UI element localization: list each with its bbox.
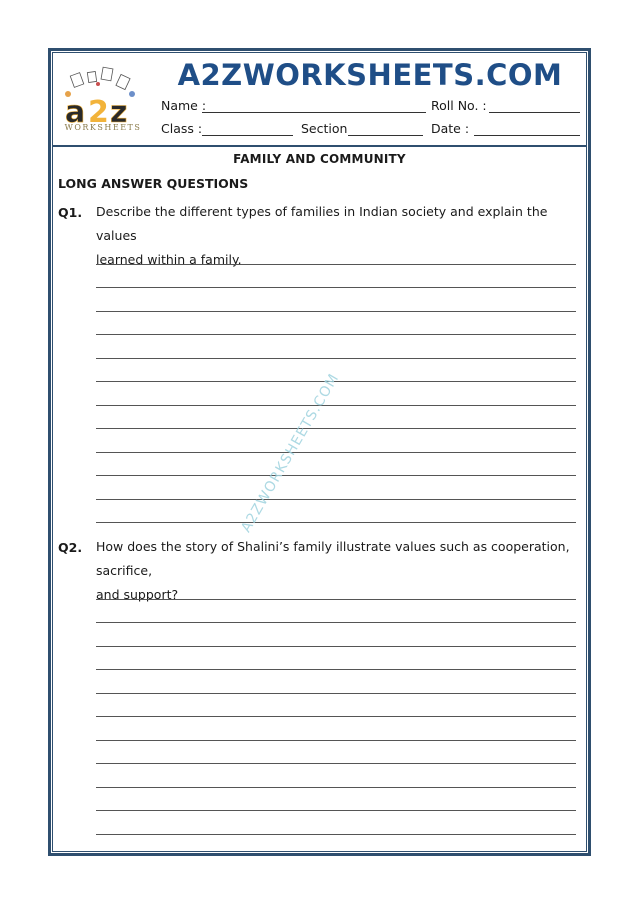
answer-line[interactable] [96, 522, 576, 523]
roll-no-field[interactable] [489, 112, 580, 113]
header-divider [52, 145, 587, 147]
answer-line[interactable] [96, 499, 576, 500]
answer-line[interactable] [96, 405, 576, 406]
question-line: Describe the different types of families in Indian society and explain the values [96, 204, 548, 243]
site-title: A2ZWORKSHEETS.COM [177, 58, 563, 92]
answer-line[interactable] [96, 358, 576, 359]
logo-wordmark: WORKSHEETS [64, 123, 142, 132]
answer-line[interactable] [96, 599, 576, 600]
answer-line[interactable] [96, 452, 576, 453]
svg-text:2: 2 [88, 95, 109, 130]
name-field[interactable] [202, 112, 426, 113]
answer-line[interactable] [96, 693, 576, 694]
answer-line[interactable] [96, 834, 576, 835]
answer-line[interactable] [96, 763, 576, 764]
question-text [96, 200, 581, 272]
sheet-title: FAMILY AND COMMUNITY [233, 152, 406, 166]
answer-line[interactable] [96, 622, 576, 623]
name-label: Name : [161, 98, 207, 113]
section-heading: LONG ANSWER QUESTIONS [58, 176, 249, 191]
class-field[interactable] [202, 135, 293, 136]
svg-text:a: a [65, 95, 86, 130]
question-text [96, 535, 581, 607]
watermark: A2ZWORKSHEETS.COM [238, 370, 343, 536]
date-field[interactable] [474, 135, 580, 136]
answer-line[interactable] [96, 264, 576, 265]
answer-line[interactable] [96, 740, 576, 741]
answer-line[interactable] [96, 669, 576, 670]
answer-line[interactable] [96, 334, 576, 335]
svg-text:z: z [110, 95, 128, 130]
answer-line[interactable] [96, 787, 576, 788]
question-number: Q1. [58, 205, 83, 220]
section-field[interactable] [348, 135, 423, 136]
question-line: How does the story of Shalini’s family illustrate values such as cooperation, sacrifice, [96, 539, 570, 578]
section-label: Section [301, 121, 348, 136]
answer-line[interactable] [96, 810, 576, 811]
class-label: Class : [161, 121, 203, 136]
answer-line[interactable] [96, 646, 576, 647]
question-line: and support? [96, 587, 179, 602]
answer-line[interactable] [96, 475, 576, 476]
answer-line[interactable] [96, 716, 576, 717]
question-line: learned within a family. [96, 252, 242, 267]
answer-line[interactable] [96, 311, 576, 312]
answer-line[interactable] [96, 428, 576, 429]
date-label: Date : [431, 121, 470, 136]
answer-line[interactable] [96, 287, 576, 288]
question-number: Q2. [58, 540, 83, 555]
roll-no-label: Roll No. : [431, 98, 487, 113]
